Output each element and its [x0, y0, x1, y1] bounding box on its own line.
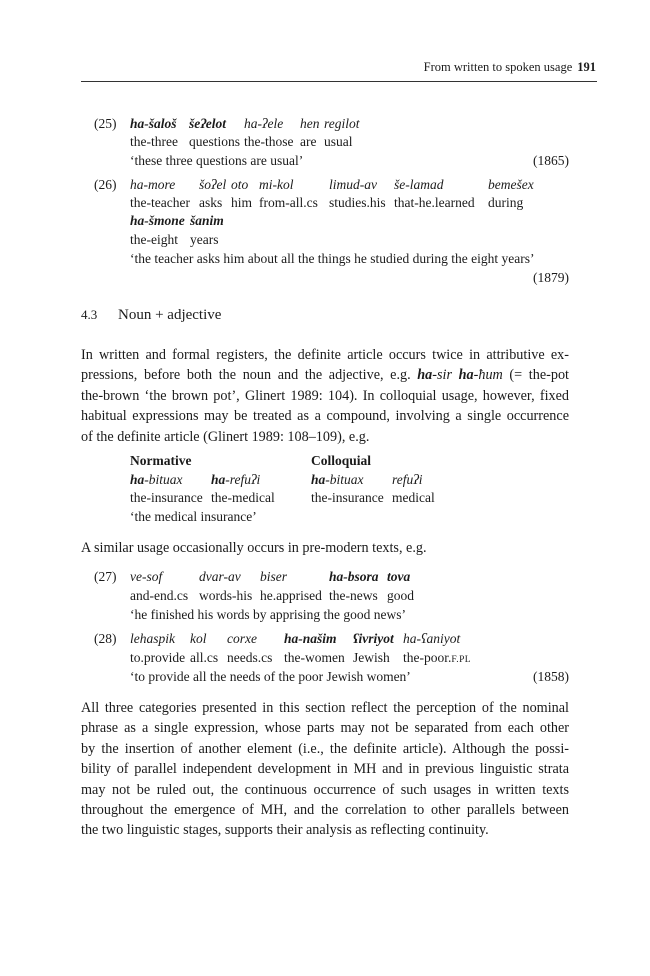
example-gloss: the-insurance: [311, 490, 384, 505]
page-number: 191: [577, 60, 596, 74]
example-gloss: needs.cs: [227, 650, 273, 665]
example-word: ha-ʔele: [244, 116, 284, 131]
example-word: ʕivriyot: [353, 631, 394, 646]
paragraph-line: the two linguistic stages, supports their analysis as reflecting continuity.: [81, 822, 489, 839]
paragraph-line: habitual expressions may be treated as a compound, involving a single occurrence: [81, 408, 569, 425]
example-gloss: he.apprised: [260, 588, 322, 603]
example-gloss: Jewish: [353, 650, 390, 665]
paragraph-line: phrase as a single expression, whose parts may not be separated from each other: [81, 720, 569, 737]
example-word: ha-bsora: [329, 569, 379, 584]
example-word: biser: [260, 569, 287, 584]
text-run: -refuʔi: [225, 472, 261, 487]
example-gloss: to.provide: [130, 650, 186, 665]
paragraph-line: of the definite article (Glinert 1989: 108–109), e.g.: [81, 428, 370, 445]
paragraph-line: [81, 365, 569, 385]
example-gloss: all.cs: [190, 650, 219, 665]
example-word: limud-av: [329, 177, 377, 192]
text-run: -bituax: [325, 472, 364, 487]
example-gloss: the-three: [130, 134, 178, 149]
running-title: From written to spoken usage: [423, 60, 573, 74]
example-gloss: usual: [324, 134, 353, 149]
example-word: lehaspik: [130, 631, 175, 646]
text-run: ha: [458, 367, 474, 384]
example-word: dvar-av: [199, 569, 241, 584]
example-gloss: the-eight: [130, 232, 178, 247]
text-run: the-poor.: [403, 650, 452, 665]
example-gloss: the-women: [284, 650, 345, 665]
text-run: pressions, before both the noun and the adjective, e.g.: [81, 367, 418, 384]
example-gloss: him: [231, 195, 253, 210]
example-word: mi-kol: [259, 177, 294, 192]
example-word: hen: [300, 116, 320, 131]
example-word: ve-sof: [130, 569, 163, 584]
example-year: (1879): [533, 270, 569, 285]
text-run: ha: [311, 472, 326, 487]
running-header: [424, 60, 596, 75]
text-run: -sir: [432, 367, 459, 384]
paragraph: [81, 538, 569, 558]
example-gloss: medical: [392, 490, 435, 505]
example-translation: ‘he finished his words by apprising the good news’: [130, 607, 406, 622]
example-gloss: [403, 650, 471, 666]
example-gloss: during: [488, 195, 524, 210]
example-word: regilot: [324, 116, 360, 131]
example-translation: ‘these three questions are usual’: [130, 153, 304, 168]
example-number: (28): [94, 631, 117, 646]
example-translation: ‘the medical insurance’: [130, 509, 257, 524]
example-gloss: good: [387, 588, 414, 603]
example-word: oto: [231, 177, 249, 192]
section-title: Noun + adjective: [118, 307, 222, 323]
section-heading: [81, 307, 221, 324]
example-word: [311, 472, 364, 488]
paragraph-line: throughout the emergence of MH, and the correlation to other parallels between: [81, 801, 569, 818]
text-run: (= the-pot: [502, 367, 569, 384]
small-caps-gloss: F.PL: [451, 655, 471, 665]
example-word: [130, 472, 183, 488]
example-word: ha-ʕaniyot: [403, 631, 461, 646]
example-word: ha-more: [130, 177, 176, 192]
section-number: 4.3: [81, 307, 98, 322]
example-number: (27): [94, 569, 117, 584]
example-word: bemešex: [488, 177, 534, 192]
example-word: [211, 472, 260, 488]
example-year: (1865): [533, 153, 569, 168]
example-gloss: the-those: [244, 134, 294, 149]
colloquial-label: Colloquial: [311, 453, 372, 468]
example-word: tova: [387, 569, 411, 584]
paragraph-line: A similar usage occasionally occurs in pre-modern texts, e.g.: [81, 540, 427, 556]
example-translation: ‘to provide all the needs of the poor Jewish women’: [130, 669, 411, 684]
header-rule: [81, 81, 597, 82]
example-gloss: studies.his: [329, 195, 386, 210]
example-word: ha-našim: [284, 631, 337, 646]
paragraph-line: In written and formal registers, the definite article occurs twice in attributive ex-: [81, 347, 569, 363]
example-gloss: the-medical: [211, 490, 275, 505]
example-word: ha-šaloš: [130, 116, 177, 131]
example-word: ha-šmone: [130, 213, 185, 228]
example-gloss: words-his: [199, 588, 253, 603]
example-number: (25): [94, 116, 117, 131]
example-gloss: that-he.learned: [394, 195, 475, 210]
example-word: corxe: [227, 631, 257, 646]
example-word: šanim: [190, 213, 224, 228]
example-gloss: from-all.cs: [259, 195, 318, 210]
paragraph-line: bility of parallel independent development in MH and in previous linguistic strata: [81, 761, 569, 778]
example-gloss: and-end.cs: [130, 588, 189, 603]
example-gloss: the-news: [329, 588, 378, 603]
text-run: ha: [417, 367, 433, 384]
example-gloss: are: [300, 134, 317, 149]
example-gloss: years: [190, 232, 219, 247]
example-word: še-lamad: [394, 177, 444, 192]
example-number: (26): [94, 177, 117, 192]
example-translation: ‘the teacher asks him about all the things he studied during the eight years’: [130, 251, 535, 266]
example-word: šoʔel: [199, 177, 227, 192]
example-word: refuʔi: [392, 472, 423, 487]
example-gloss: questions: [189, 134, 241, 149]
example-gloss: the-teacher: [130, 195, 190, 210]
text-run: -ħum: [473, 367, 503, 384]
paragraph-line: may not be ruled out, the continuous occurrence of such usages in written texts: [81, 781, 569, 798]
text-run: -bituax: [144, 472, 183, 487]
example-word: kol: [190, 631, 207, 646]
example-gloss: asks: [199, 195, 223, 210]
text-run: ha: [130, 472, 145, 487]
example-year: (1858): [533, 669, 569, 684]
paragraph: [81, 345, 569, 447]
paragraph: [81, 698, 569, 841]
example-word: šeʔelot: [189, 116, 227, 131]
example-gloss: the-insurance: [130, 490, 203, 505]
text-run: ha: [211, 472, 226, 487]
paragraph-line: by the insertion of another element (i.e., the definite article). Although the possi-: [81, 740, 569, 757]
normative-label: Normative: [130, 453, 192, 468]
paragraph-line: the-brown ‘the brown pot’, Glinert 1989: 104). In colloquial usage, however, fixed: [81, 387, 569, 404]
paragraph-line: All three categories presented in this section reflect the perception of the nominal: [81, 700, 569, 716]
